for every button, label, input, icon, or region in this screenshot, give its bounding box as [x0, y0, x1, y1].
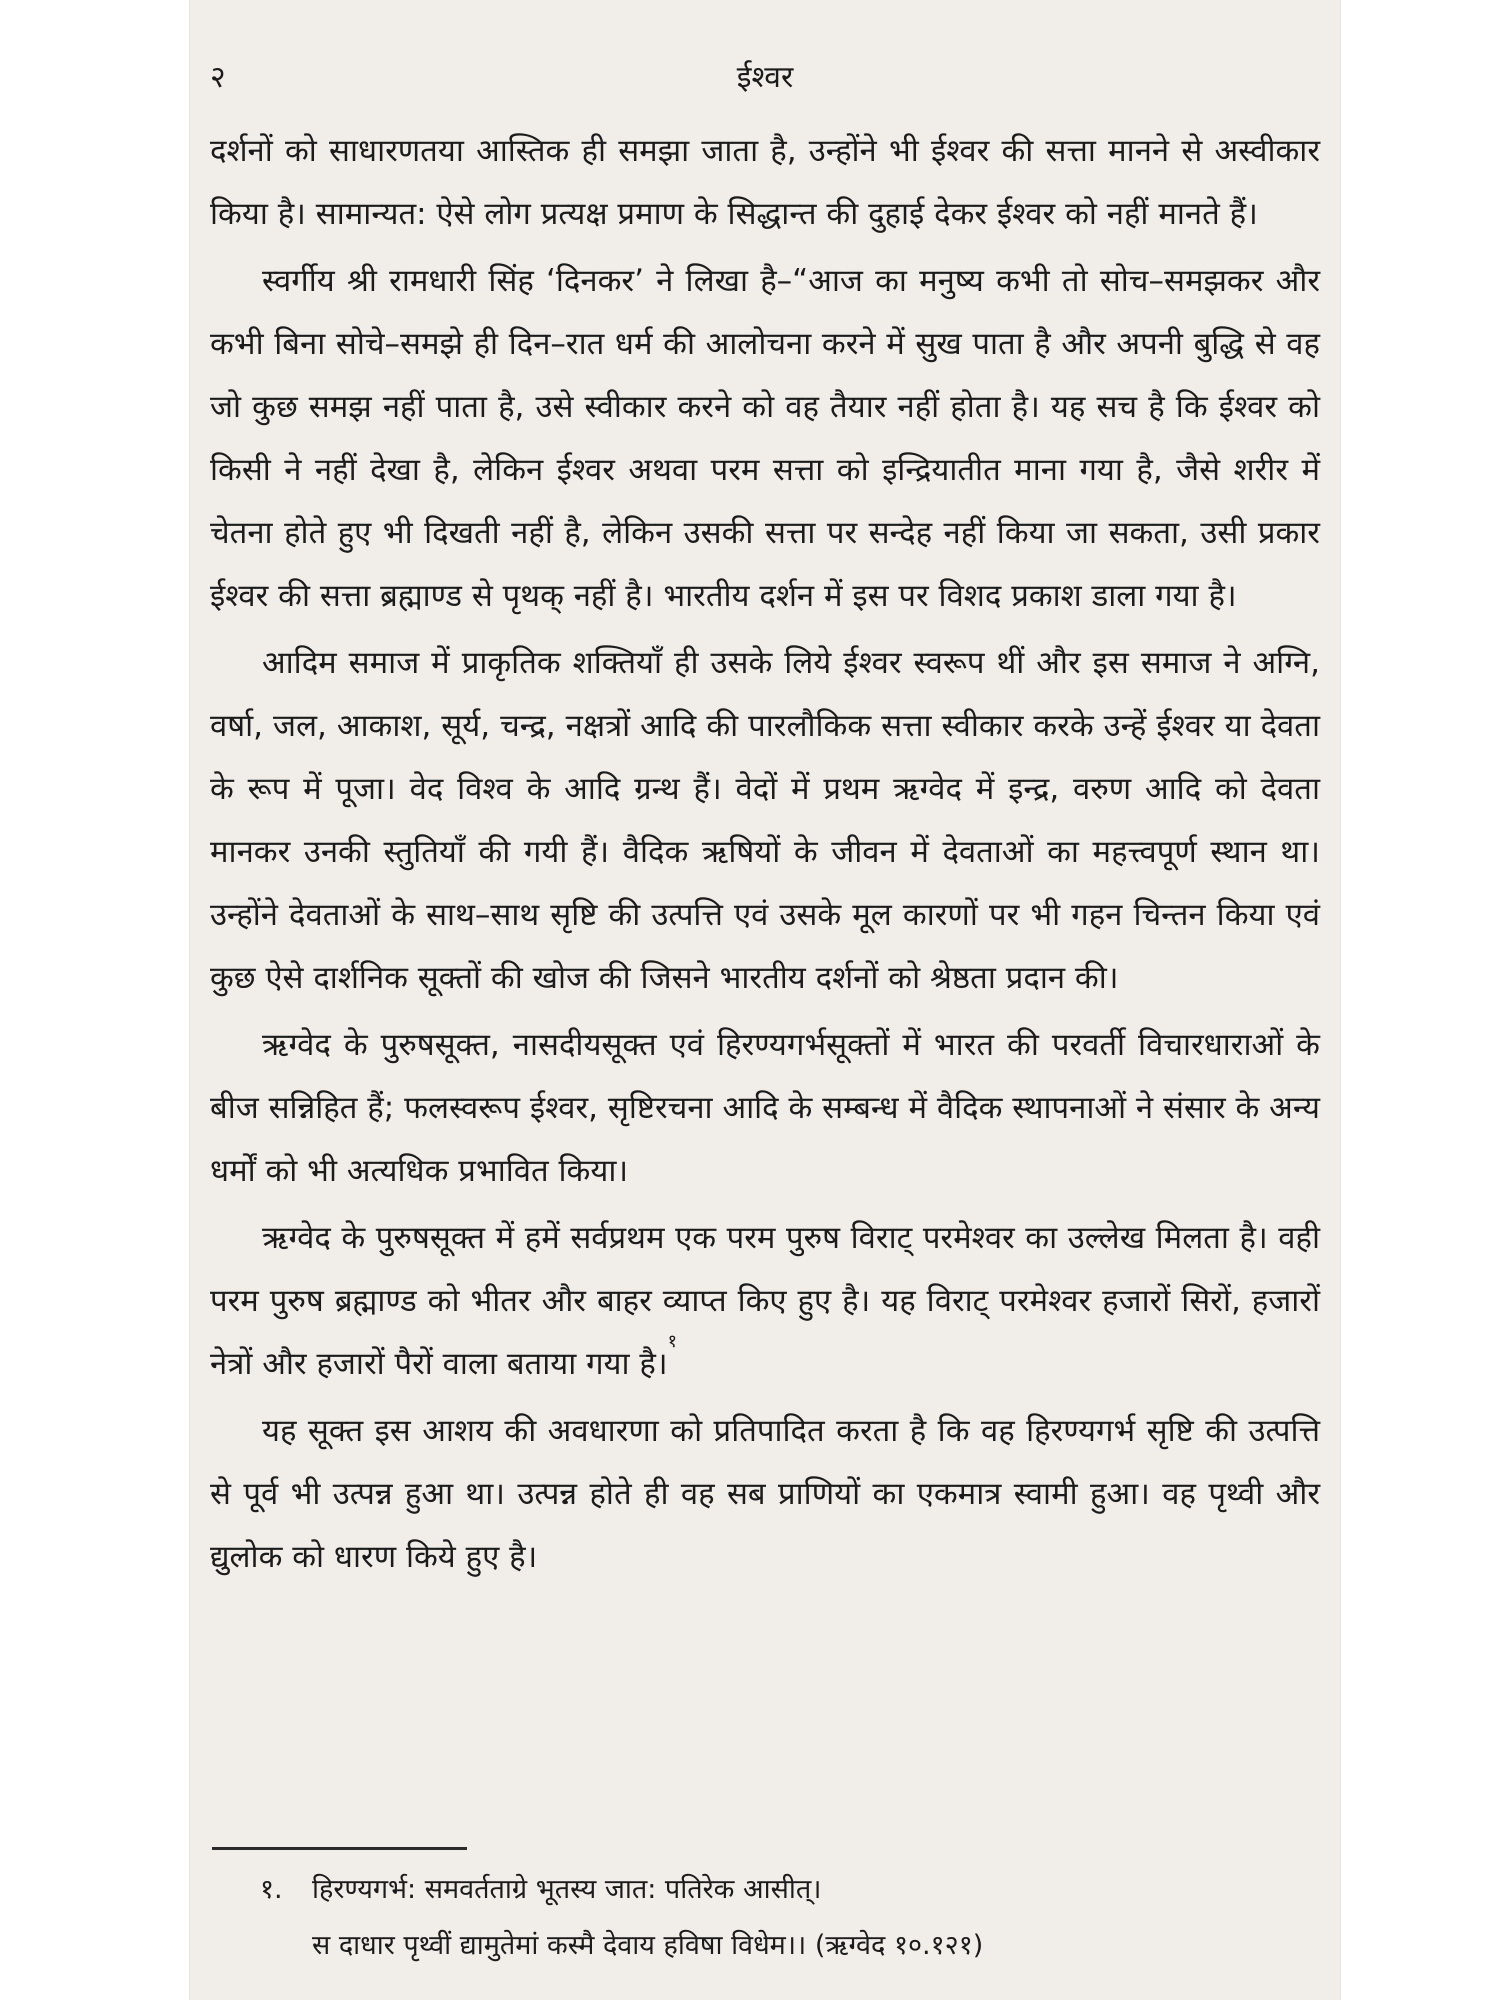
paragraph-rigveda-suktas: ऋग्वेद के पुरुषसूक्त, नासदीयसूक्त एवं हिरण्यगर्भसूक्तों में भारत की परवर्ती विचारधाराओं के बीज सन्निहित हैं; फलस्वरूप ईश्वर, सृष्टिरचना आदि के सम्बन्ध में वैदिक स्थापनाओं ने संसार के अन्य धर्मों को भी अत्यधिक प्रभावित किया। [210, 1027, 1320, 1189]
running-title: ईश्वर [736, 60, 794, 95]
footnote-number: १. [260, 1874, 283, 1905]
book-page [190, 0, 1340, 2000]
footnote-verse-1: हिरण्यगर्भ: समवर्तताग्रे भूतस्य जात: पतिरेक आसीत्। [312, 1874, 822, 1905]
footnote-reference[interactable]: १ [667, 1331, 677, 1352]
paragraph-primitive-society: आदिम समाज में प्राकृतिक शक्तियाँ ही उसके लिये ईश्वर स्वरूप थीं और इस समाज ने अग्नि, वर्षा, जल, आकाश, सूर्य, चन्द्र, नक्षत्रों आदि की पारलौकिक सत्ता स्वीकार करके उन्हें ईश्वर या देवता के रूप में पूजा। वेद विश्व के आदि ग्रन्थ हैं। वेदों में प्रथम ऋग्वेद में इन्द्र, वरुण आदि को देवता मानकर उनकी स्तुतियाँ की गयी हैं। वैदिक ऋषियों के जीवन में देवताओं का महत्त्वपूर्ण स्थान था। उन्होंने देवताओं के साथ–साथ सृष्टि की उत्पत्ति एवं उसके मूल कारणों पर भी गहन चिन्तन किया एवं कुछ ऐसे दार्शनिक सूक्तों की खोज की जिसने भारतीय दर्शनों को श्रेष्ठता प्रदान की। [210, 645, 1320, 996]
page-body [210, 120, 1320, 1593]
paragraph-purusha-sukta-text: ऋग्वेद के पुरुषसूक्त में हमें सर्वप्रथम एक परम पुरुष विराट् परमेश्वर का उल्लेख मिलता है। वही परम पुरुष ब्रह्माण्ड को भीतर और बाहर व्याप्त किए हुए है। यह विराट् परमेश्वर हजारों सिरों, हजारों नेत्रों और हजारों पैरों वाला बताया गया है। [210, 1220, 1320, 1382]
page-header [210, 55, 1320, 95]
page-number: २ [210, 60, 226, 95]
paragraph-dinkar-quote: स्वर्गीय श्री रामधारी सिंह ‘दिनकर’ ने लिखा है–“आज का मनुष्य कभी तो सोच–समझकर और कभी बिना सोचे–समझे ही दिन–रात धर्म की आलोचना करने में सुख पाता है और अपनी बुद्धि से वह जो कुछ समझ नहीं पाता है, उसे स्वीकार करने को वह तैयार नहीं होता है। यह सच है कि ईश्वर को किसी ने नहीं देखा है, लेकिन ईश्वर अथवा परम सत्ता को इन्द्रियातीत माना गया है, जैसे शरीर में चेतना होते हुए भी दिखती नहीं है, लेकिन उसकी सत्ता पर सन्देह नहीं किया जा सकता, उसी प्रकार ईश्वर की सत्ता ब्रह्माण्ड से पृथक् नहीं है। भारतीय दर्शन में इस पर विशद प्रकाश डाला गया है। [210, 263, 1320, 614]
paragraph-purusha-sukta [210, 1207, 1320, 1396]
footnote-block [210, 1862, 1320, 1974]
footnote-line-1 [210, 1862, 1320, 1918]
footnote-verse-2: स दाधार पृथ्वीं द्यामुतेमां कस्मै देवाय हविषा विधेम।। (ऋग्वेद १०.१२१) [312, 1930, 984, 1961]
paragraph-continuation: दर्शनों को साधारणतया आस्तिक ही समझा जाता है, उन्होंने भी ईश्वर की सत्ता मानने से अस्वीकार किया है। सामान्यत: ऐसे लोग प्रत्यक्ष प्रमाण के सिद्धान्त की दुहाई देकर ईश्वर को नहीं मानते हैं। [210, 133, 1320, 232]
footnote-divider [212, 1847, 467, 1850]
paragraph-hiranyagarbha: यह सूक्त इस आशय की अवधारणा को प्रतिपादित करता है कि वह हिरण्यगर्भ सृष्टि की उत्पत्ति से पूर्व भी उत्पन्न हुआ था। उत्पन्न होते ही वह सब प्राणियों का एकमात्र स्वामी हुआ। वह पृथ्वी और द्युलोक को धारण किये हुए है। [210, 1413, 1320, 1575]
